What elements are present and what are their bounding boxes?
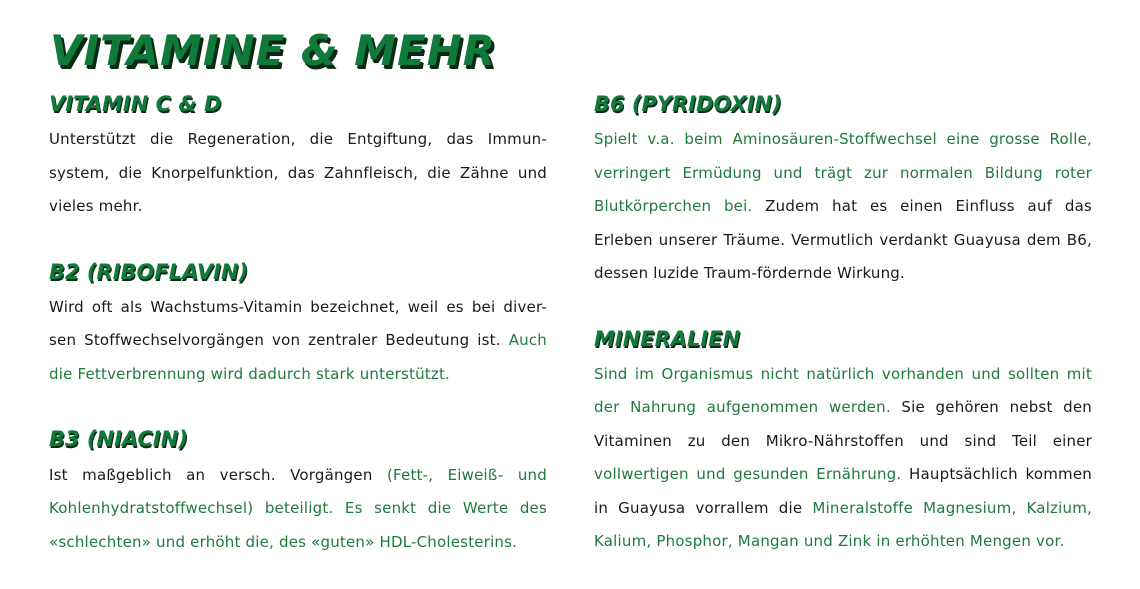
text-b3 <box>49 459 547 560</box>
text-b3-highlight: (Fett-, Eiweiß- und Kohlenhydratstoffwechsel) beteiligt. Es senkt die Werte des «schlechten» und erhöht die, des «guten» HDL-Cholesterins. <box>49 465 547 551</box>
text-b6-body: Zudem hat es einen Einfluss auf das Erleben unserer Träume. Vermutlich verdankt Guayusa dem B6, dessen luzide Traum-fördernde Wirkung. <box>594 197 1092 283</box>
right-column <box>594 92 1092 589</box>
section-b6 <box>594 92 1092 291</box>
text-b2-body: Wird oft als Wachstums-Vitamin bezeichnet, weil es bei diver-sen Stoffwechselvorgängen von zentraler Bedeutung ist. <box>49 297 547 350</box>
text-mineralien-body-1: Sie gehören nebst den Vitaminen zu den Mikro-Nährstoffen und sind Teil einer <box>594 398 1093 450</box>
heading-b6: B6 (PYRIDOXIN) <box>594 92 782 116</box>
text-b6 <box>594 123 1092 291</box>
section-b3 <box>49 427 547 559</box>
left-column <box>49 92 547 589</box>
text-mineralien-highlight-2: vollwertigen und gesunden Ernährung. <box>594 465 902 484</box>
text-mineralien <box>594 358 1092 559</box>
heading-b2: B2 (RIBOFLAVIN) <box>49 259 249 284</box>
heading-b3: B3 (NIACIN) <box>49 427 188 452</box>
text-b3-body: Ist maßgeblich an versch. Vorgängen <box>49 465 387 484</box>
section-b2 <box>49 260 547 392</box>
text-vitamin-cd <box>49 123 547 224</box>
text-mineralien-highlight-1: Sind im Organismus nicht natürlich vorhanden und sollten mit der Nahrung aufgenommen werden. <box>594 364 1092 417</box>
page-title: VITAMINE & MEHR <box>50 26 497 75</box>
text-mineralien-highlight-3: Mineralstoffe Magnesium, Kalzium, Kalium, Phosphor, Mangan und Zink in erhöhten Mengen vor. <box>594 498 1092 551</box>
heading-vitamin-cd: VITAMIN C & D <box>49 92 222 116</box>
text-vitamin-cd-body: Unterstützt die Regeneration, die Entgiftung, das Immun-system, die Knorpelfunktion, das Zahnfleisch, die Zähne und vieles mehr. <box>49 130 547 216</box>
text-mineralien-body-2: Hauptsächlich kommen in Guayusa vorrallem die <box>594 465 1092 517</box>
heading-mineralien: MINERALIEN <box>594 326 741 351</box>
text-b6-highlight: Spielt v.a. beim Aminosäuren-Stoffwechsel eine grosse Rolle, verringert Ermüdung und trägt zur normalen Bildung roter Blutkörperchen bei. <box>594 130 1092 216</box>
section-vitamin-cd <box>49 92 547 224</box>
text-b2-highlight: Auch die Fettverbrennung wird dadurch stark unterstützt. <box>49 331 548 383</box>
section-mineralien <box>594 327 1092 559</box>
text-b2 <box>49 291 547 392</box>
